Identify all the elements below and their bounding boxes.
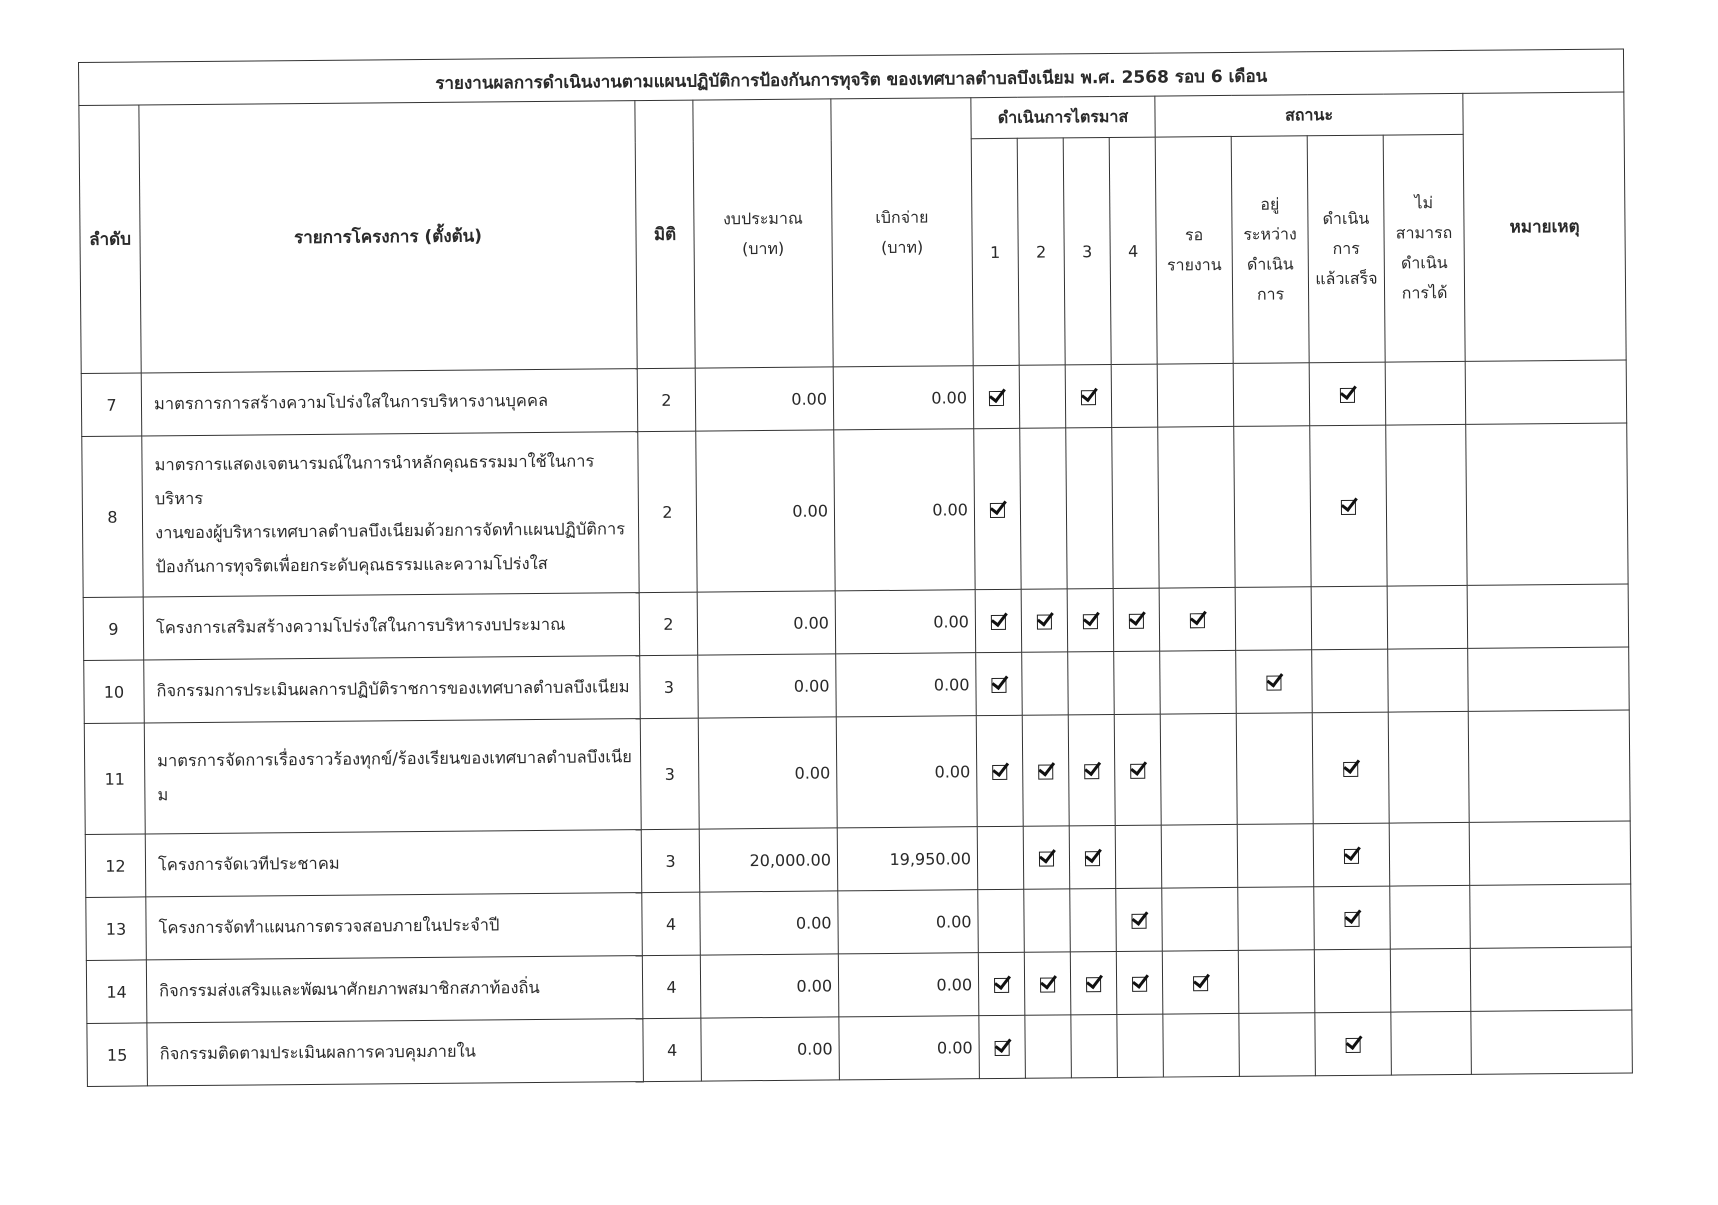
checkbox-checked-icon: [1086, 977, 1101, 992]
quarter-1-cell: [978, 952, 1025, 1015]
project-name-cell: [145, 830, 642, 897]
header-status-in-progress-line: การ: [1256, 284, 1285, 304]
row-number: 11: [84, 723, 145, 835]
header-status-done: [1307, 135, 1385, 363]
status-done-cell: [1312, 649, 1389, 713]
status-in-progress-cell: [1235, 587, 1312, 651]
status-waiting-cell: [1163, 1013, 1240, 1077]
remarks-cell: [1467, 584, 1629, 648]
header-budget: [693, 99, 833, 368]
checkbox-checked-icon: [995, 1040, 1010, 1055]
quarter-4-cell: [1114, 651, 1161, 714]
header-quarter-2: 2: [1017, 138, 1065, 365]
row-number: 12: [85, 834, 146, 898]
checkbox-checked-icon: [1132, 976, 1147, 991]
header-status-unable: [1383, 134, 1465, 362]
remarks-cell: [1469, 821, 1631, 885]
quarter-2-cell: [1024, 952, 1071, 1015]
header-order: ลำดับ: [79, 105, 141, 374]
checkbox-checked-icon: [1346, 1037, 1361, 1052]
status-waiting-cell: [1160, 713, 1237, 825]
checkbox-checked-icon: [1343, 761, 1358, 776]
budget-value: 0.00: [701, 1017, 840, 1081]
dimension-value: 2: [637, 368, 696, 432]
status-unable-cell: [1385, 361, 1466, 425]
quarter-4-cell: [1114, 714, 1161, 825]
header-disbursed-label: เบิกจ่าย: [875, 207, 929, 227]
status-waiting-cell: [1157, 363, 1234, 427]
dimension-value: 4: [642, 955, 701, 1019]
disbursed-value: 0.00: [833, 366, 974, 430]
disbursed-value: 0.00: [838, 953, 979, 1017]
quarter-4-cell: [1116, 888, 1163, 951]
quarter-3-cell: [1066, 427, 1113, 588]
table-row: [84, 710, 1630, 834]
quarter-2-cell: [1020, 428, 1067, 589]
checkbox-checked-icon: [1131, 913, 1146, 928]
project-name-line: โครงการจัดทำแผนการตรวจสอบภายในประจำปี: [158, 915, 500, 938]
project-name-cell: [146, 956, 643, 1023]
project-name-cell: [144, 656, 641, 723]
checkbox-checked-icon: [992, 764, 1007, 779]
quarter-4-cell: [1113, 588, 1160, 651]
status-unable-cell: [1387, 585, 1468, 649]
checkbox-checked-icon: [1344, 911, 1359, 926]
status-done-cell: [1312, 712, 1389, 824]
header-quarter-3: 3: [1063, 138, 1111, 365]
status-in-progress-cell: [1238, 950, 1315, 1014]
project-name-line: โครงการจัดเวทีประชาคม: [157, 853, 340, 875]
checkbox-checked-icon: [1129, 613, 1144, 628]
status-unable-cell: [1390, 885, 1471, 949]
disbursed-value: 19,950.00: [837, 827, 978, 891]
dimension-value: 4: [642, 892, 701, 956]
status-waiting-cell: [1161, 824, 1238, 888]
status-in-progress-cell: [1239, 1013, 1316, 1077]
quarter-3-cell: [1070, 951, 1117, 1014]
header-quarter-1: 1: [971, 138, 1019, 365]
quarter-2-cell: [1019, 365, 1066, 428]
checkbox-checked-icon: [1190, 613, 1205, 628]
checkbox-checked-icon: [1341, 499, 1356, 514]
dimension-value: 3: [641, 829, 700, 893]
dimension-value: 3: [640, 718, 699, 830]
disbursed-value: 0.00: [836, 716, 977, 828]
header-status-unable-line: ดำเนิน: [1400, 253, 1448, 273]
budget-value: 0.00: [700, 891, 839, 955]
header-status-waiting: [1155, 136, 1233, 364]
disbursed-value: 0.00: [836, 653, 977, 717]
header-status-unable-line: สามารถ: [1395, 223, 1453, 243]
disbursed-value: 0.00: [838, 890, 979, 954]
project-name-line: โครงการเสริมสร้างความโปร่งใสในการบริหารงบประมาณ: [155, 614, 566, 638]
checkbox-checked-icon: [1039, 851, 1054, 866]
status-unable-cell: [1391, 1011, 1472, 1075]
quarter-3-cell: [1068, 714, 1115, 825]
project-name-cell: [142, 432, 639, 597]
header-dimension: มิติ: [635, 100, 695, 368]
quarter-1-cell: [974, 428, 1021, 589]
status-done-cell: [1315, 1012, 1392, 1076]
report-table: [78, 49, 1633, 1087]
remarks-cell: [1468, 647, 1630, 711]
project-name-line: กิจกรรมการประเมินผลการปฏิบัติราชการของเทศบาลตำบลบึงเนียม: [156, 677, 630, 701]
status-in-progress-cell: [1237, 824, 1314, 888]
header-status-done-line: การ: [1332, 238, 1360, 259]
header-status-in-progress-line: ดำเนิน: [1246, 254, 1294, 274]
project-name-cell: [141, 369, 638, 436]
status-unable-cell: [1386, 424, 1467, 586]
checkbox-checked-icon: [1340, 387, 1355, 402]
status-in-progress-cell: [1236, 650, 1313, 714]
remarks-cell: [1466, 423, 1629, 585]
project-name-line: มาตรการจัดการเรื่องราวร้องทุกข์/ร้องเรียนของเทศบาลตำบลบึงเนีย: [157, 747, 632, 771]
quarter-3-cell: [1068, 651, 1115, 714]
report-title: รายงานผลการดำเนินงานตามแผนปฏิบัติการป้องกันการทุจริต ของเทศบาลตำบลบึงเนียม พ.ศ. 2568 รอบ 6 เดือน: [435, 66, 1268, 94]
checkbox-checked-icon: [1266, 675, 1281, 690]
header-quarters-group: ดำเนินการไตรมาส: [971, 96, 1155, 139]
status-waiting-cell: [1158, 426, 1235, 588]
project-name-line: กิจกรรมติดตามประเมินผลการควบคุมภายใน: [159, 1041, 476, 1064]
status-done-cell: [1309, 362, 1386, 426]
quarter-4-cell: [1117, 1014, 1164, 1077]
checkbox-checked-icon: [1085, 851, 1100, 866]
header-status-done-line: แล้วเสร็จ: [1315, 268, 1378, 289]
project-name-cell: [144, 719, 641, 834]
checkbox-checked-icon: [1344, 848, 1359, 863]
quarter-1-cell: [977, 826, 1024, 889]
status-unable-cell: [1390, 948, 1471, 1012]
quarter-3-cell: [1071, 1014, 1118, 1077]
quarter-1-cell: [976, 715, 1023, 826]
row-number: 13: [86, 897, 147, 961]
header-budget-label: งบประมาณ: [722, 208, 803, 228]
report-table-wrapper: [78, 49, 1632, 1087]
quarter-4-cell: [1115, 825, 1162, 888]
header-status-waiting-line: รายงาน: [1166, 255, 1222, 275]
header-status-done-line: ดำเนิน: [1322, 208, 1370, 229]
quarter-3-cell: [1070, 888, 1117, 951]
status-waiting-cell: [1162, 887, 1239, 951]
checkbox-checked-icon: [991, 677, 1006, 692]
header-status-in-progress-line: ระหว่าง: [1243, 224, 1297, 244]
status-done-cell: [1310, 425, 1387, 587]
project-name-cell: [147, 1019, 644, 1086]
remarks-cell: [1468, 710, 1630, 822]
disbursed-value: 0.00: [834, 429, 975, 591]
budget-value: 0.00: [698, 654, 837, 718]
table-row: [82, 423, 1629, 597]
status-unable-cell: [1389, 822, 1470, 886]
status-done-cell: [1314, 949, 1391, 1013]
disbursed-value: 0.00: [839, 1016, 980, 1080]
status-unable-cell: [1388, 711, 1469, 823]
remarks-cell: [1471, 1010, 1633, 1074]
row-number: 14: [86, 960, 147, 1024]
row-number: 8: [82, 436, 143, 598]
checkbox-checked-icon: [991, 614, 1006, 629]
budget-value: 0.00: [695, 367, 834, 431]
quarter-3-cell: [1067, 588, 1114, 651]
quarter-4-cell: [1112, 427, 1159, 588]
budget-value: 0.00: [698, 717, 837, 829]
quarter-1-cell: [979, 1015, 1026, 1078]
quarter-2-cell: [1021, 589, 1068, 652]
status-in-progress-cell: [1236, 713, 1313, 825]
status-done-cell: [1313, 823, 1390, 887]
status-waiting-cell: [1160, 650, 1237, 714]
project-name-line: กิจกรรมส่งเสริมและพัฒนาศักยภาพสมาชิกสภาท้องถิ่น: [159, 978, 540, 1001]
budget-value: 0.00: [697, 591, 836, 655]
row-number: 9: [83, 597, 144, 661]
header-status-group: สถานะ: [1155, 93, 1463, 137]
dimension-value: 4: [643, 1018, 702, 1082]
quarter-2-cell: [1024, 889, 1071, 952]
dimension-value: 3: [640, 655, 699, 719]
remarks-cell: [1470, 947, 1632, 1011]
project-name-line: งานของผู้บริหารเทศบาลตำบลบึงเนียมด้วยการจัดทำแผนปฏิบัติการ: [155, 519, 626, 543]
header-disbursed: [831, 98, 973, 367]
checkbox-checked-icon: [989, 390, 1004, 405]
dimension-value: 2: [638, 431, 697, 593]
header-status-in-progress-line: อยู่: [1260, 194, 1280, 214]
checkbox-checked-icon: [1037, 614, 1052, 629]
project-name-cell: [146, 893, 643, 960]
row-number: 10: [84, 660, 145, 724]
budget-value: 20,000.00: [699, 828, 838, 892]
checkbox-checked-icon: [994, 977, 1009, 992]
header-disbursed-unit: (บาท): [880, 237, 924, 257]
budget-value: 0.00: [700, 954, 839, 1018]
quarter-1-cell: [978, 889, 1025, 952]
quarter-2-cell: [1022, 715, 1069, 826]
checkbox-checked-icon: [1084, 764, 1099, 779]
status-unable-cell: [1388, 648, 1469, 712]
project-name-line: ป้องกันการทุจริตเพื่อยกระดับคุณธรรมและความโปร่งใส: [155, 553, 548, 577]
quarter-4-cell: [1116, 951, 1163, 1014]
quarter-2-cell: [1022, 652, 1069, 715]
header-budget-unit: (บาท): [741, 238, 785, 258]
status-done-cell: [1311, 586, 1388, 650]
remarks-cell: [1465, 360, 1627, 424]
quarter-4-cell: [1111, 364, 1158, 427]
status-in-progress-cell: [1234, 426, 1311, 588]
row-number: 7: [81, 373, 142, 437]
quarter-1-cell: [975, 589, 1022, 652]
row-number: 15: [87, 1023, 148, 1087]
header-remarks: หมายเหตุ: [1463, 92, 1627, 361]
checkbox-checked-icon: [1081, 390, 1096, 405]
checkbox-checked-icon: [1038, 764, 1053, 779]
header-status-waiting-line: รอ: [1184, 225, 1204, 245]
budget-value: 0.00: [696, 430, 835, 592]
project-name-cell: [143, 593, 640, 660]
status-waiting-cell: [1159, 587, 1236, 651]
status-waiting-cell: [1162, 950, 1239, 1014]
status-done-cell: [1314, 886, 1391, 950]
remarks-cell: [1470, 884, 1632, 948]
dimension-value: 2: [639, 592, 698, 656]
checkbox-checked-icon: [1083, 614, 1098, 629]
header-status-in-progress: [1231, 136, 1309, 364]
project-name-line: มาตรการแสดงเจตนารมณ์ในการนำหลักคุณธรรมมาใช้ในการบริหาร: [154, 451, 595, 509]
disbursed-value: 0.00: [835, 590, 976, 654]
status-in-progress-cell: [1233, 363, 1310, 427]
header-quarter-4: 4: [1109, 137, 1157, 364]
quarter-2-cell: [1025, 1015, 1072, 1078]
checkbox-checked-icon: [1130, 763, 1145, 778]
project-name-line: ม: [157, 785, 169, 805]
checkbox-checked-icon: [990, 502, 1005, 517]
header-status-unable-line: การได้: [1401, 283, 1448, 303]
checkbox-checked-icon: [1040, 977, 1055, 992]
quarter-3-cell: [1065, 364, 1112, 427]
quarter-2-cell: [1023, 826, 1070, 889]
table-body: [81, 360, 1632, 1086]
quarter-1-cell: [976, 652, 1023, 715]
table-row: [87, 1010, 1633, 1086]
quarter-3-cell: [1069, 825, 1116, 888]
status-in-progress-cell: [1238, 887, 1315, 951]
header-project: รายการโครงการ (ตั้งต้น): [139, 101, 637, 373]
header-status-unable-line: ไม่: [1414, 193, 1434, 213]
project-name-line: มาตรการการสร้างความโปร่งใสในการบริหารงานบุคคล: [153, 390, 549, 414]
quarter-1-cell: [973, 365, 1020, 428]
checkbox-checked-icon: [1193, 976, 1208, 991]
